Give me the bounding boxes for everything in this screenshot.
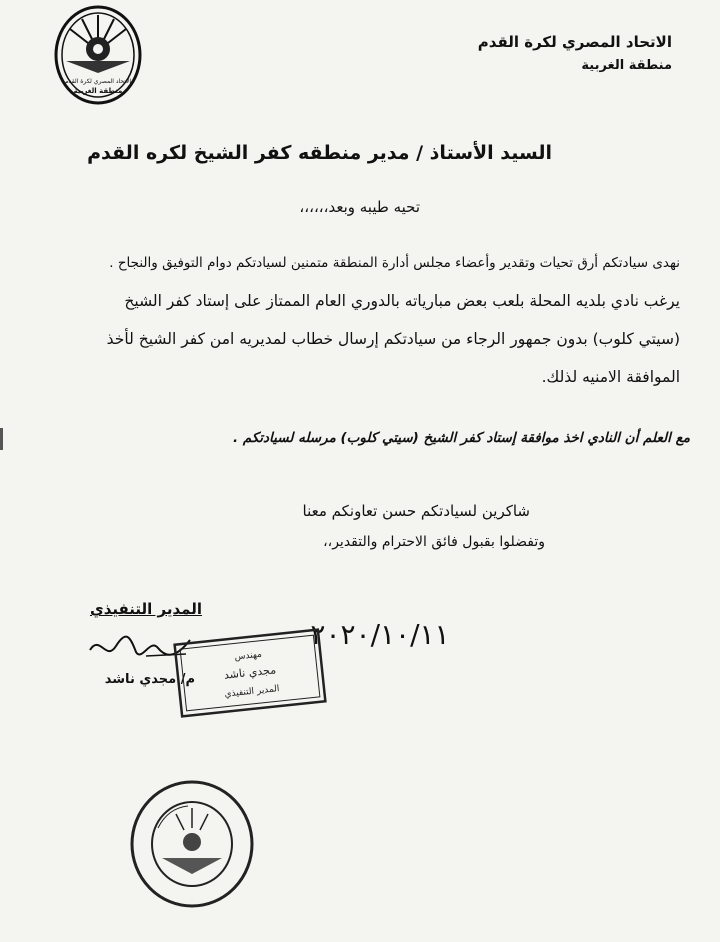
stamp-line-1: مهندس [234,649,263,663]
stamp-line-3: المدير التنفيذي [224,684,280,700]
date-text: ٢٠٢٠/١٠/١١ [310,618,450,651]
body-line-3: (سيتي كلوب) بدون جمهور الرجاء من سيادتكم إرسال خطاب لمديريه امن كفر الشيخ لأخذ [106,330,680,348]
logo-caption-1: الاتحاد المصري لكرة القدم [64,78,132,85]
org-name: الاتحاد المصري لكرة القدم [477,33,672,51]
body-line-1: نهدى سيادتكم أرق تحيات وتقدير وأعضاء مجلس أدارة المنطقة متمنين لسيادتكم دوام التوفيق والنجاح . [109,255,680,271]
handwritten-date [300,608,460,658]
stamp-line-2: مجدي ناشد [223,663,277,682]
org-region: منطقة الغربية [581,58,672,73]
letter-greeting: تحيه طيبه وبعد،،،،،، [299,198,420,216]
body-line-2: يرغب نادي بلديه المحلة بلعب بعض مبارياته بالدوري العام الممتاز على إستاد كفر الشيخ [124,292,680,310]
signatory-name: م/ مجدي ناشد [104,672,195,687]
federation-logo [52,3,144,107]
body-line-4: الموافقة الامنيه لذلك. [541,368,680,386]
round-seal [128,778,256,910]
name-stamp [171,626,328,719]
letter-addressee: السيد الأستاذ / مدير منطقه كفر الشيخ لكره القدم [87,142,552,164]
org-header [478,30,672,78]
signatory-title: المدير التنفيذي [89,600,202,618]
logo-caption-2: منطقة الغربية [73,87,123,95]
letter-thanks: شاكرين لسيادتكم حسن تعاونكم معنا [302,502,530,520]
letter-note: مع العلم أن النادي اخذ موافقة إستاد كفر الشيخ (سيتي كلوب) مرسله لسيادتكم . [233,430,690,446]
page-edge-mark [0,428,3,450]
letter-regards: وتفضلوا بقبول فائق الاحترام والتقدير،، [323,534,545,550]
